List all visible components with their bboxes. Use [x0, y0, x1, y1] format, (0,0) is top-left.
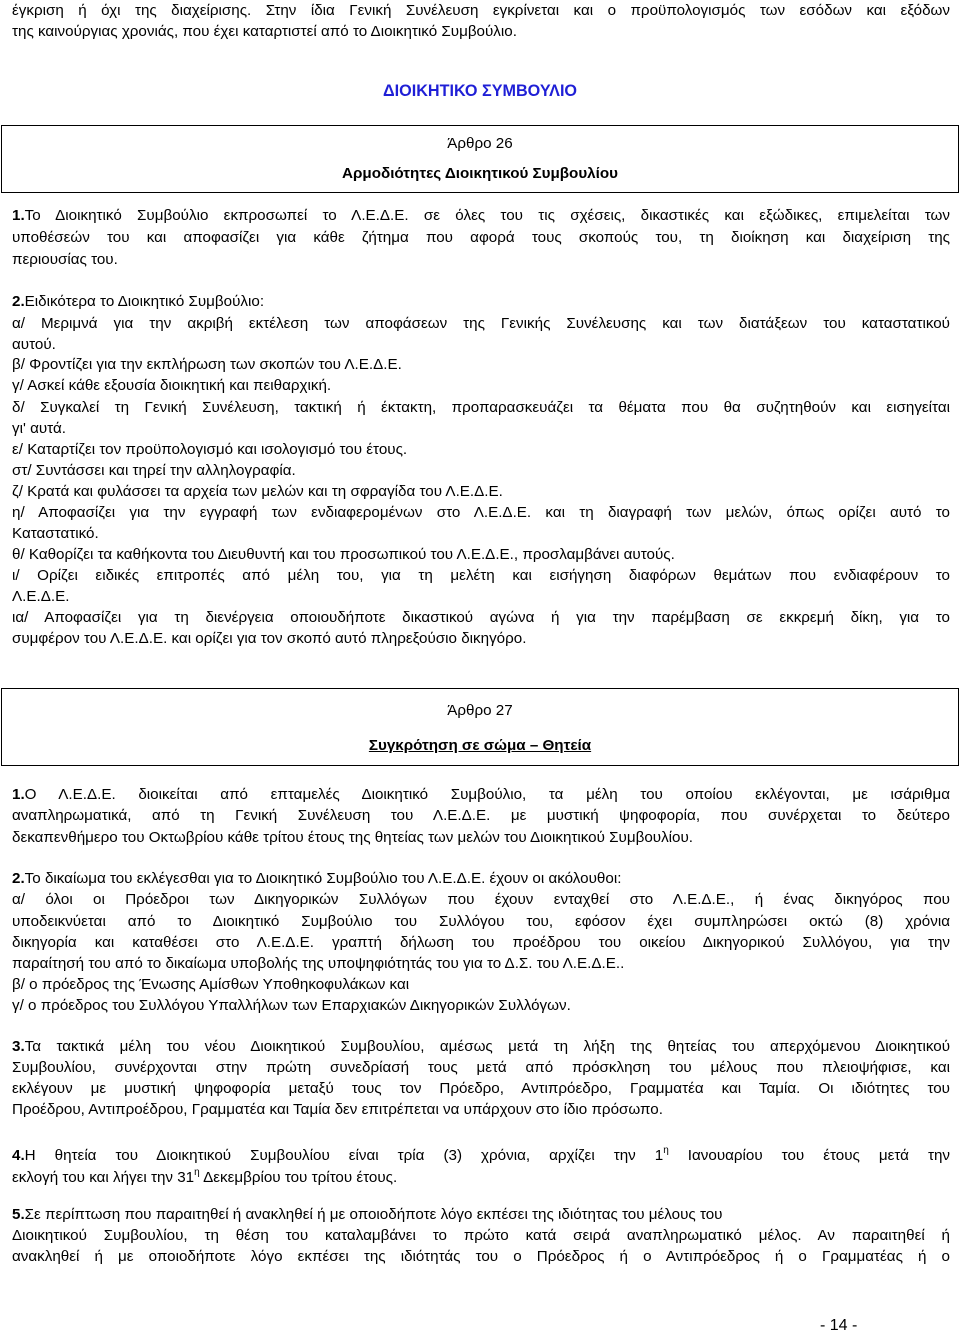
page-number: - 14 - — [820, 1317, 858, 1334]
paragraph-line: 5.Σε περίπτωση που παραιτηθεί ή ανακληθεί ή με οποιοδήποτε λόγο εκπέσει της ιδιότητας του μέλους του — [12, 1206, 723, 1223]
paragraph-line: υποθέσεών του και αποφασίζει για κάθε ζήτημα που αφορά τους σκοπούς του, τη διοίκηση και διαχείριση της — [12, 229, 950, 246]
list-item-line: η/ Αποφασίζει για την εγγραφή των ενδιαφερομένων στο Λ.Ε.Δ.Ε. και τη διαγραφή των μελών, όπως ορίζει αυτό το — [12, 504, 950, 521]
paragraph-number: 2. — [12, 870, 25, 887]
paragraph-line: 4.Η θητεία του Διοικητικού Συμβουλίου είναι τρία (3) χρόνια, αρχίζει την $1^\eta$ Ιανουαρίου του έτους μετά την — [12, 1145, 950, 1164]
paragraph-number: 5. — [12, 1206, 25, 1223]
paragraph-number: 2. — [12, 293, 25, 310]
paragraph-line: 2.Το δικαίωμα του εκλέγεσθαι για το Διοικητικό Συμβούλιο του Λ.Ε.Δ.Ε. έχουν οι ακόλουθοι: — [12, 870, 622, 887]
intro-line: της καινούργιας χρονιάς, που έχει καταρτιστεί από το Διοικητικό Συμβούλιο. — [12, 23, 517, 40]
paragraph-line: 2.Ειδικότερα το Διοικητικό Συμβούλιο: — [12, 293, 265, 310]
superscript: η — [194, 1167, 200, 1178]
list-item-line: γι' αυτά. — [12, 420, 66, 437]
list-item-line: στ/ Συντάσσει και τηρεί την αλληλογραφία. — [12, 462, 296, 479]
article-27-number: Άρθρο 27 — [447, 702, 513, 719]
list-item-line: Λ.Ε.Δ.Ε. — [12, 588, 70, 605]
paragraph-number: 4. — [12, 1147, 25, 1164]
paragraph-line: περιουσίας του. — [12, 251, 118, 268]
paragraph-line: β/ ο πρόεδρος της Ένωσης Αμίσθων Υποθηκοφυλάκων και — [12, 976, 410, 993]
list-item-line: α/ Μεριμνά για την ακριβή εκτέλεση των αποφάσεων της Γενικής Συνέλευσης και των διατάξεων του καταστατικού — [12, 315, 950, 332]
intro-line: έγκριση ή όχι της διαχείρισης. Στην ίδια Γενική Συνέλευση εγκρίνεται και ο προϋπολογισμός των εσόδων και εξόδων — [12, 2, 950, 19]
paragraph-number: 1. — [12, 786, 25, 803]
section-title: ΔΙΟΙΚΗΤΙΚΟ ΣΥΜΒΟΥΛΙΟ — [382, 82, 578, 100]
list-item-line: συμφέρον του Λ.Ε.Δ.Ε. και ορίζει για τον σκοπό αυτό πληρεξούσιο δικηγόρο. — [12, 630, 527, 647]
paragraph-line: Συμβουλίου, συνέρχονται στην πρώτη συνεδρίασή τους μετά από πρόσκληση του μέλους που πλειοψήφισε, και — [12, 1059, 950, 1076]
paragraph-line: 1.Το Διοικητικό Συμβούλιο εκπροσωπεί το Λ.Ε.Δ.Ε. σε όλες του τις σχέσεις, δικαστικές και εξώδικες, επιμελείται των — [12, 207, 950, 224]
paragraph-line: ανακληθεί ή με οποιοδήποτε λόγο εκπέσει της ιδιότητάς του ο Πρόεδρος ή ο Αντιπρόεδρος ή ο Γραμματέας ή ο — [12, 1248, 950, 1265]
paragraph-line: εκλογή του και λήγει την $31^\eta$ Δεκεμβρίου του τρίτου έτους. — [12, 1167, 398, 1186]
article-26-title: Αρμοδιότητες Διοικητικού Συμβουλίου — [342, 165, 618, 182]
list-item-line: γ/ Ασκεί κάθε εξουσία διοικητική και πειθαρχική. — [12, 377, 332, 394]
list-item-line: αυτού. — [12, 336, 56, 353]
paragraph-line: γ/ ο πρόεδρος του Συλλόγου Υπαλλήλων των Επαρχιακών Δικηγορικών Συλλόγων. — [12, 997, 571, 1014]
paragraph-number: 3. — [12, 1038, 25, 1055]
list-item-line: ι/ Ορίζει ειδικές επιτροπές από μέλη του, για τη μελέτη και εισήγηση διαφόρων θεμάτων που ενδιαφέρουν το — [12, 567, 950, 584]
paragraph-line: 1.Ο Λ.Ε.Δ.Ε. διοικείται από επταμελές Διοικητικό Συμβούλιο, τα μέλη του οποίου εκλέγονται, με ισάριθμα — [12, 786, 950, 803]
list-item-line: θ/ Καθορίζει τα καθήκοντα του Διευθυντή και του προσωπικού του Λ.Ε.Δ.Ε., προσλαμβάνει αυτούς. — [12, 546, 675, 563]
paragraph-line: δικηγορία και καταθέσει στο Λ.Ε.Δ.Ε. γραπτή δήλωση του προέδρου του οικείου Δικηγορικού Συλλόγου, για την — [12, 934, 950, 951]
paragraph-line: Διοικητικού Συμβουλίου, τη θέση του καταλαμβάνει το πρώτο κατά σειρά αναπληρωματικό μέλος. Αν παραιτηθεί ή — [12, 1227, 950, 1244]
list-item-line: ζ/ Κρατά και φυλάσσει τα αρχεία των μελών και τη σφραγίδα του Λ.Ε.Δ.Ε. — [12, 483, 503, 500]
paragraph-line: αναπληρωματικά, από τη Γενική Συνέλευση του Λ.Ε.Δ.Ε. με μυστική ψηφοφορία, που συνέρχεται το δεύτερο — [12, 807, 950, 824]
paragraph-line: εκλέγουν με μυστική ψηφοφορία μεταξύ τους τον Πρόεδρο, Αντιπρόεδρο, Γραμματέα και Ταμία. Οι ιδιότητες του — [12, 1080, 950, 1097]
superscript: η — [663, 1145, 669, 1156]
article-26-number: Άρθρο 26 — [447, 135, 513, 152]
paragraph-line: υποδεικνύεται από το Διοικητικό Συμβούλιο του Συλλόγου του, εφόσον έχει συμπληρώσει οκτώ (8) χρόνια — [12, 913, 950, 930]
paragraph-number: 1. — [12, 207, 25, 224]
list-item-line: β/ Φροντίζει για την εκπλήρωση των σκοπών του Λ.Ε.Δ.Ε. — [12, 356, 402, 373]
list-item-line: ια/ Αποφασίζει για τη διενέργεια οποιουδήποτε δικαστικού αγώνα ή για την παρέμβαση σε εκκρεμή δίκη, για το — [12, 609, 950, 626]
paragraph-line: α/ όλοι οι Πρόεδροι των Δικηγορικών Συλλόγων που έχουν ενταχθεί στο Λ.Ε.Δ.Ε., ή ένας δικηγόρος που — [12, 891, 950, 908]
list-item-line: Καταστατικό. — [12, 525, 99, 542]
list-item-line: δ/ Συγκαλεί τη Γενική Συνέλευση, τακτική ή έκτακτη, προπαρασκευάζει τα θέματα που θα συζητηθούν και εισηγείται — [12, 399, 950, 416]
paragraph-line: δεκαπενθήμερο του Οκτωβρίου κάθε τρίτου έτους της θητείας των μελών του Διοικητικού Συμβουλίου. — [12, 829, 694, 846]
paragraph-line: Προέδρου, Αντιπροέδρου, Γραμματέα και Ταμία δεν επιτρέπεται να υπάρχουν στο ίδιο πρόσωπο. — [12, 1101, 663, 1118]
article-27-title: Συγκρότηση σε σώμα – Θητεία — [368, 737, 592, 754]
list-item-line: ε/ Καταρτίζει τον προϋπολογισμό και ισολογισμό του έτους. — [12, 441, 408, 458]
paragraph-line: 3.Τα τακτικά μέλη του νέου Διοικητικού Συμβουλίου, αμέσως μετά τη λήξη της θητείας του απερχόμενου Διοικητικού — [12, 1038, 950, 1055]
paragraph-line: παραίτησή του από το δικαίωμα υποβολής της υποψηφιότητάς του για το Δ.Σ. του Λ.Ε.Δ.Ε.. — [12, 955, 625, 972]
